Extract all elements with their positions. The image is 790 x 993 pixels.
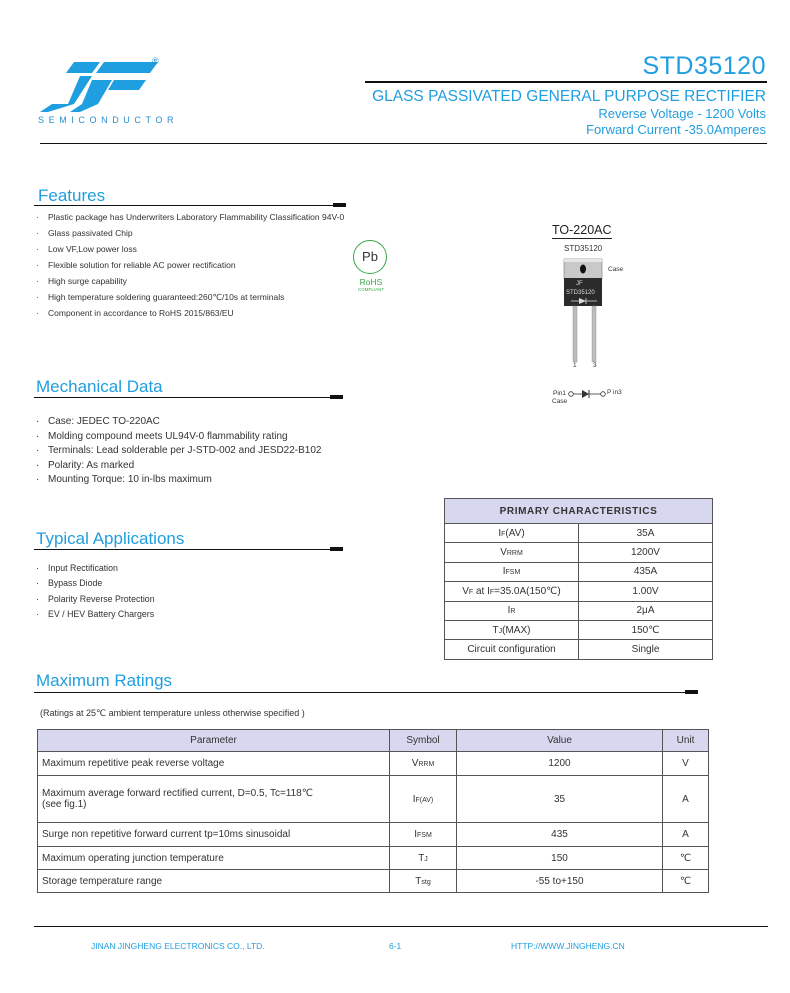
table-row [445, 543, 713, 562]
parameter-cell: Surge non repetitive forward current tp=10ms sinusoidal [38, 823, 390, 847]
diode-schematic-icon [568, 388, 606, 400]
mechanical-divider [34, 397, 331, 398]
footer-page-number: 6-1 [389, 941, 402, 951]
value-cell: -55 to+150 [457, 870, 663, 893]
table-row [445, 640, 713, 659]
document-title: GLASS PASSIVATED GENERAL PURPOSE RECTIFIER [372, 88, 766, 105]
list-item: · Mounting Torque: 10 in-lbs maximum [36, 473, 416, 488]
column-header: Parameter [38, 730, 390, 752]
table-row [445, 562, 713, 581]
list-item: · Polarity: As marked [36, 459, 416, 474]
list-item: · High surge capability [36, 273, 406, 289]
symbol-cell: Tstg [390, 870, 457, 893]
mechanical-divider-tab [330, 395, 343, 399]
list-item: · Glass passivated Chip [36, 225, 406, 241]
header-divider [365, 81, 767, 83]
table-row [445, 601, 713, 620]
symbol-cell: IFSM [390, 823, 457, 847]
features-divider [34, 205, 334, 206]
list-item: · Input Rectification [36, 561, 336, 576]
list-item: · Polarity Reverse Protection [36, 592, 336, 607]
list-item: · Case: JEDEC TO-220AC [36, 415, 416, 430]
list-item: · Low VF,Low power loss [36, 241, 406, 257]
rohs-compliant-label: COMPLIANT [357, 287, 385, 292]
parameter-cell: Maximum operating junction temperature [38, 847, 390, 870]
unit-cell: A [663, 823, 709, 847]
to220-package-drawing [555, 255, 635, 375]
maximum-ratings-table [37, 729, 709, 893]
table-row [445, 582, 713, 601]
ratings-divider-tab [685, 690, 698, 694]
list-item: · Plastic package has Underwriters Laboratory Flammability Classification 94V-0 [36, 209, 406, 225]
primary-symbol-cell: VRRM [445, 543, 579, 562]
value-cell: 435 [457, 823, 663, 847]
primary-value-cell: 35A [579, 524, 713, 543]
unit-cell: A [663, 776, 709, 823]
primary-characteristics-table [444, 498, 713, 660]
applications-divider-tab [330, 547, 343, 551]
primary-symbol-cell: TJ(MAX) [445, 620, 579, 639]
footer-company: JINAN JINGHENG ELECTRONICS CO., LTD. [91, 941, 265, 951]
package-body-logo: JF [576, 281, 583, 287]
package-part-label: STD35120 [564, 244, 603, 253]
header-bottom-divider [40, 143, 767, 144]
registered-mark: ® [152, 56, 159, 66]
value-cell: 1200 [457, 752, 663, 776]
list-item: · Bypass Diode [36, 576, 336, 591]
part-number: STD35120 [642, 52, 766, 80]
package-case-label: Case [608, 266, 624, 273]
rohs-badge [351, 240, 391, 300]
parameter-cell: Maximum average forward rectified current, D=0.5, Tc=118℃ (see fig.1) [38, 776, 390, 823]
applications-heading: Typical Applications [36, 529, 185, 548]
reverse-voltage-spec: Reverse Voltage - 1200 Volts [598, 106, 766, 121]
forward-current-spec: Forward Current -35.0Amperes [586, 122, 766, 137]
list-item: · Flexible solution for reliable AC power rectification [36, 257, 406, 273]
ratings-note: (Ratings at 25℃ ambient temperature unless otherwise specified ) [40, 708, 305, 718]
primary-value-cell: 2μA [579, 601, 713, 620]
footer-divider [34, 926, 768, 927]
pin-number-3: 3 [593, 362, 597, 369]
list-item: · High temperature soldering guaranteed:260℃/10s at terminals [36, 289, 406, 305]
features-divider-tab [333, 203, 346, 207]
list-item: · Component in accordance to RoHS 2015/863/EU [36, 305, 406, 321]
features-heading: Features [38, 186, 106, 205]
ratings-divider [34, 692, 688, 693]
footer-url[interactable]: HTTP://WWW.JINGHENG.CN [511, 941, 625, 951]
primary-symbol-cell: IF(AV) [445, 524, 579, 543]
rohs-label: RoHS [359, 277, 383, 287]
logo-subtitle: SEMICONDUCTOR [38, 115, 179, 125]
applications-divider [34, 549, 331, 550]
pb-free-icon: Pb [353, 240, 387, 274]
pin3-label: P in3 [607, 389, 622, 396]
primary-value-cell: 435A [579, 562, 713, 581]
unit-cell: ℃ [663, 870, 709, 893]
schematic-case-label: Case [552, 398, 568, 405]
pin1-label: Pin1 [553, 390, 567, 397]
package-body-text: STD35120 [566, 290, 595, 296]
primary-value-cell: 150℃ [579, 620, 713, 639]
primary-symbol-cell: IR [445, 601, 579, 620]
symbol-cell: TJ [390, 847, 457, 870]
company-logo [40, 62, 158, 112]
table-row [38, 776, 709, 823]
primary-symbol-cell: IFSM [445, 562, 579, 581]
table-row [38, 870, 709, 893]
table-row [445, 524, 713, 543]
table-row [38, 847, 709, 870]
table-row [445, 620, 713, 639]
column-header: Symbol [390, 730, 457, 752]
applications-list [36, 561, 336, 622]
primary-value-cell: 1.00V [579, 582, 713, 601]
ratings-heading: Maximum Ratings [36, 671, 173, 690]
symbol-cell: VRRM [390, 752, 457, 776]
list-item: · Molding compound meets UL94V-0 flammability rating [36, 430, 416, 445]
unit-cell: ℃ [663, 847, 709, 870]
package-diode-mark-icon [569, 297, 599, 305]
primary-value-cell: Single [579, 640, 713, 659]
mechanical-list [36, 415, 416, 488]
symbol-cell: IF(AV) [390, 776, 457, 823]
table-row [38, 752, 709, 776]
mechanical-heading: Mechanical Data [36, 377, 163, 396]
list-item: · Terminals: Lead solderable per J-STD-002 and JESD22-B102 [36, 444, 416, 459]
primary-table-title: PRIMARY CHARACTERISTICS [445, 499, 713, 524]
pin-number-1: 1 [573, 362, 577, 369]
value-cell: 35 [457, 776, 663, 823]
package-title: TO-220AC [552, 223, 612, 237]
column-header: Value [457, 730, 663, 752]
column-header: Unit [663, 730, 709, 752]
primary-symbol-cell: VF at IF=35.0A(150℃) [445, 582, 579, 601]
primary-symbol-cell: Circuit configuration [445, 640, 579, 659]
parameter-cell: Storage temperature range [38, 870, 390, 893]
list-item: · EV / HEV Battery Chargers [36, 607, 336, 622]
parameter-cell: Maximum repetitive peak reverse voltage [38, 752, 390, 776]
table-header-row [38, 730, 709, 752]
primary-value-cell: 1200V [579, 543, 713, 562]
unit-cell: V [663, 752, 709, 776]
value-cell: 150 [457, 847, 663, 870]
table-row [38, 823, 709, 847]
